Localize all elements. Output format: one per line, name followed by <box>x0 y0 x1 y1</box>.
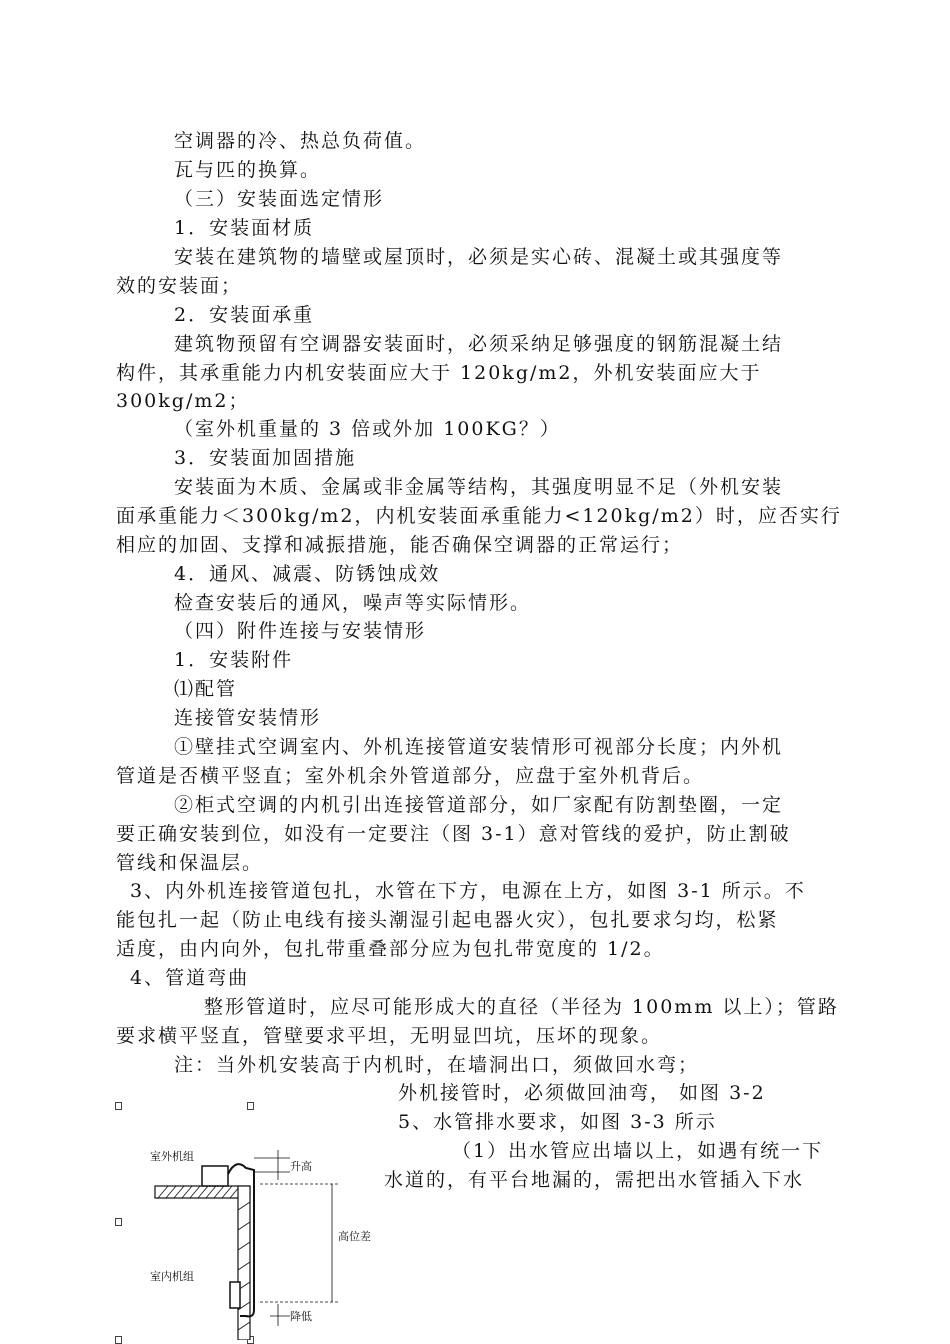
label-height-diff: 高位差 <box>338 1230 371 1243</box>
section-heading: （四）附件连接与安装情形 <box>174 620 427 642</box>
text-line: 300kg/m2； <box>116 390 250 412</box>
pipe-installation-figure <box>150 1140 390 1340</box>
subheading: 4．通风、减震、防锈蚀成效 <box>174 563 441 585</box>
text-line: 适度，由内向外，包扎带重叠部分应为包扎带宽度的 1/2。 <box>116 938 665 960</box>
text-line: 瓦与匹的换算。 <box>174 159 322 181</box>
text-line: 效的安装面； <box>116 275 243 297</box>
outdoor-unit <box>202 1166 228 1186</box>
text-line: 要求横平竖直，管壁要求平坦，无明显凹坑，压坏的现象。 <box>116 1025 663 1047</box>
section-heading: （三）安装面选定情形 <box>174 188 385 210</box>
text-line: 管线和保温层。 <box>116 852 264 874</box>
text-line: 整形管道时，应尽可能形成大的直径（半径为 100mm 以上）；管路 <box>204 996 839 1018</box>
text-line: 要正确安装到位，如没有一定要注（图 3-1）意对管线的爱护，防止割破 <box>116 823 791 845</box>
label-drop: 降低 <box>290 1310 312 1323</box>
text-line: 构件，其承重能力内机安装面应大于 120kg/m2，外机安装面应大于 <box>116 362 762 384</box>
text-line: 相应的加固、支撑和减振措施，能否确保空调器的正常运行； <box>116 534 684 556</box>
anchor-marker <box>247 1102 254 1110</box>
anchor-marker <box>115 1218 122 1226</box>
text-line: 空调器的冷、热总负荷值。 <box>174 130 427 152</box>
label-indoor-unit: 室内机组 <box>150 1270 194 1283</box>
subheading: 4、管道弯曲 <box>130 967 250 989</box>
text-line: ①壁挂式空调室内、外机连接管道安装情形可视部分长度；内外机 <box>174 736 784 758</box>
subheading: 1．安装面材质 <box>174 217 315 239</box>
anchor-marker <box>115 1336 122 1344</box>
text-line: 5、水管排水要求，如图 3-3 所示 <box>398 1111 717 1133</box>
text-line: （室外机重量的 3 倍或外加 100KG？） <box>174 418 561 440</box>
label-outdoor-unit: 室外机组 <box>150 1150 194 1163</box>
text-line: 管道是否横平竖直；室外机余外管道部分，应盘于室外机背后。 <box>116 765 705 787</box>
subheading: 2．安装面承重 <box>174 304 315 326</box>
anchor-marker <box>115 1102 122 1110</box>
subheading: ⑴配管 <box>174 678 238 700</box>
text-line: ②柜式空调的内机引出连接管道部分，如厂家配有防割垫圈，一定 <box>174 794 784 816</box>
pipe-diagram <box>150 1140 390 1340</box>
text-line: 检查安装后的通风，噪声等实际情形。 <box>174 592 532 614</box>
text-line: 安装面为木质、金属或非金属等结构，其强度明显不足（外机安装 <box>174 476 784 498</box>
subheading: 1．安装附件 <box>174 649 294 671</box>
text-line: 连接管安装情形 <box>174 707 322 729</box>
label-rise: 升高 <box>290 1160 312 1173</box>
text-line: 建筑物预留有空调器安装面时，必须采纳足够强度的钢筋混凝土结 <box>174 333 784 355</box>
text-line: （1）出水管应出墙以上，如遇有统一下 <box>452 1140 824 1162</box>
text-line: 能包扎一起（防止电线有接头潮湿引起电器火灾），包扎要求匀均，松紧 <box>116 909 779 931</box>
indoor-unit <box>230 1282 240 1308</box>
text-line: 3、内外机连接管道包扎，水管在下方，电源在上方，如图 3-1 所示。不 <box>130 880 806 902</box>
text-line: 面承重能力＜300kg/m2，内机安装面承重能力<120kg/m2）时，应否实行 <box>116 505 842 527</box>
text-line: 注：当外机安装高于内机时，在墙洞出口，须做回水弯； <box>174 1054 700 1076</box>
text-line: 水道的，有平台地漏的，需把出水管插入下水 <box>384 1169 805 1191</box>
text-line: 安装在建筑物的墙壁或屋顶时，必须是实心砖、混凝土或其强度等 <box>174 246 784 268</box>
text-line: 外机接管时，必须做回油弯， 如图 3-2 <box>398 1082 766 1104</box>
subheading: 3．安装面加固措施 <box>174 447 357 469</box>
